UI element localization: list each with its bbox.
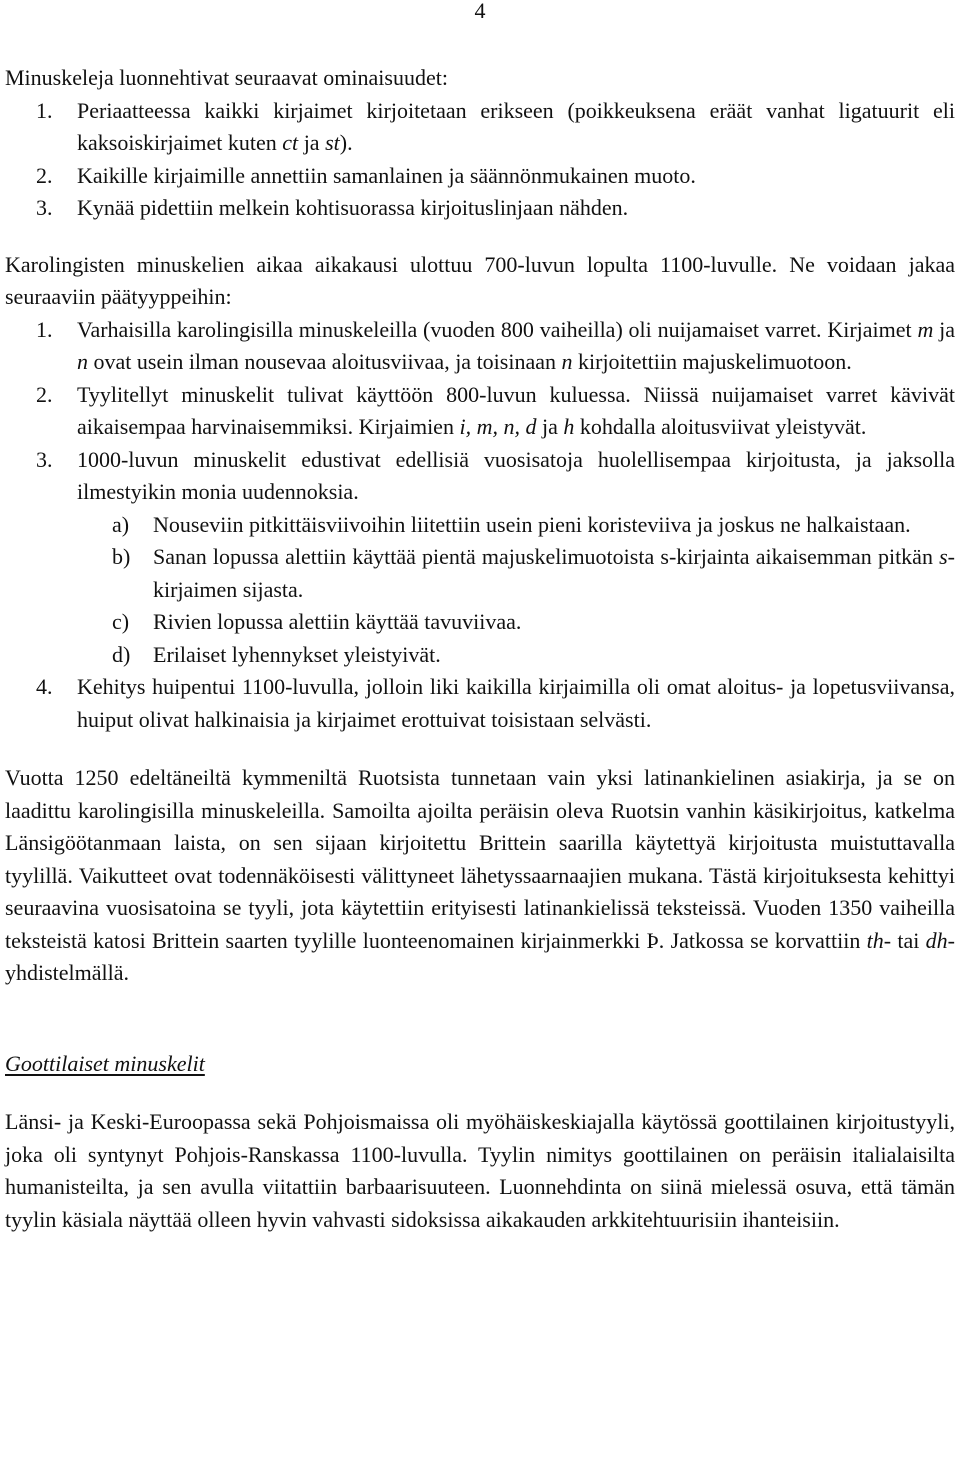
list-letter: c) [112, 609, 130, 634]
sweden-paragraph: Vuotta 1250 edeltäneiltä kymmeniltä Ruotsista tunnetaan vain yksi latinankielinen asiakirja, ja se on laadittu karolingisilla minuskeleilla. Samoilta ajoilta peräisin oleva Ruotsin vanhin käsikirjoitus, katkelma Länsigöötanmaan laista, on sen sijaan kirjoitettu Brittein saarilla käytettyä kirjoitusta muistuttavalla tyylillä. Vaikutteet ovat todennäköisesti välittyneet lähetyssaarnaajien mukana. Tästä kirjoituksesta kehittyi seuraavina vuosisatoina se tyyli, jota käytettiin erityisesti latinankielissä teksteissä. Vuoden 1350 vaiheilla teksteistä katosi Brittein saarten tyylille luonteenomainen kirjainmerkki Þ. Jatkossa se korvattiin th- tai dh-yhdistelmällä. [5, 765, 955, 985]
feature-item [5, 160, 955, 193]
list-number: 1. [36, 97, 53, 123]
italic-term: s [939, 544, 948, 569]
innovation-text: Nouseviin pitkittäisviivoihin liitettiin usein pieni koristeviiva ja joskus ne halkaistaan. [153, 511, 911, 537]
italic-term: n [561, 349, 573, 374]
list-number: 2. [36, 381, 53, 407]
italic-term: th- [866, 927, 892, 953]
list-number: 3. [36, 195, 53, 220]
italic-term: i, m, n, d [459, 414, 537, 439]
italic-term: h [563, 414, 575, 439]
carolingian-intro: Karolingisten minuskelien aikaa aikakausi ulottuu 700-luvun lopulta 1100-luvulle. Ne voidaan jakaa seuraaviin päätyyppeihin: [5, 251, 955, 309]
types-list [5, 314, 955, 737]
type-item [5, 314, 955, 379]
feature-text: Kaikille kirjaimille annettiin samanlainen ja säännönmukainen muoto. [77, 162, 696, 188]
type-text: Tyylitellyt minuskelit tulivat käyttöön 800-luvun kuluessa. Niissä nuijamaiset varret kävivät aikaisempaa harvinaisemmiksi. Kirjaimien i, m, n, d ja h kohdalla aloitusviivat yleistyvät. [77, 381, 955, 439]
feature-item [5, 95, 955, 160]
type-text: Kehitys huipentui 1100-luvulla, jolloin liki kaikilla kirjaimilla oli omat aloitus- ja lopetusviivansa, huiput olivat halkinaisia ja kirjaimet erottuivat toisistaan selvästi. [77, 674, 955, 732]
page-number: 4 [474, 0, 486, 23]
gothic-paragraph: Länsi- ja Keski-Euroopassa sekä Pohjoismaissa oli myöhäiskeskiajalla käytössä goottilainen kirjoitustyyli, joka oli syntynyt Pohjois-Ranskassa 1100-luvulla. Tyylin nimitys goottilainen on peräisin italialaisilta humanisteilta, ja sen avulla viitattiin barbaarisuuteen. Luonnehdinta on siinä mielessä osuva, että tämän tyylin käsiala näyttää olleen hyvin vahvasti sidoksissa aikakauden arkkitehtuurisiin ihanteisiin. [5, 1109, 955, 1232]
innovation-item [77, 606, 955, 639]
type-item [5, 379, 955, 444]
list-letter: d) [112, 641, 131, 667]
feature-text: Kynää pidettiin melkein kohtisuorassa kirjoituslinjaan nähden. [77, 195, 629, 220]
list-number: 3. [36, 446, 53, 472]
type-text: 1000-luvun minuskelit edustivat edellisiä vuosisatoja huolellisempaa kirjoitusta, ja jaksolla ilmestyikin monia uudennoksia. [77, 446, 955, 504]
innovation-text: Rivien lopussa alettiin käyttää tavuviivaa. [153, 609, 522, 634]
section-heading: Goottilaiset minuskelit [5, 1050, 205, 1076]
list-number: 4. [36, 674, 53, 699]
feature-text: Periaatteessa kaikki kirjaimet kirjoitetaan erikseen (poikkeuksena eräät vanhat ligatuurit eli kaksoiskirjaimet kuten ct ja st). [77, 97, 955, 155]
italic-term: ct [282, 130, 299, 155]
innovation-item [77, 541, 955, 606]
list-letter: b) [112, 544, 131, 569]
type-item [5, 444, 955, 672]
list-number: 2. [36, 162, 53, 188]
features-intro: Minuskeleja luonnehtivat seuraavat ominaisuudet: [5, 65, 448, 90]
innovation-text: Erilaiset lyhennykset yleistyivät. [153, 641, 441, 667]
list-letter: a) [112, 511, 130, 537]
italic-term: n [77, 349, 88, 374]
list-number: 1. [36, 316, 53, 342]
type-text: Varhaisilla karolingisilla minuskeleilla (vuoden 800 vaiheilla) oli nuijamaiset varret. Kirjaimet m ja n ovat usein ilman nousevaa aloitusviivaa, ja toisinaan n kirjoitettiin majuskelimuotoon. [77, 316, 955, 374]
innovation-item [77, 639, 955, 672]
innovation-text: Sanan lopussa alettiin käyttää pientä majuskelimuotoista s-kirjainta aikaisemman pitkän s-kirjaimen sijasta. [153, 544, 955, 602]
features-list [5, 95, 955, 225]
italic-term: m [917, 316, 934, 342]
feature-item [5, 192, 955, 225]
innovation-item [77, 509, 955, 542]
type-item [5, 671, 955, 736]
document-body [5, 62, 955, 1236]
innovations-list [77, 509, 955, 672]
italic-term: st [325, 130, 340, 155]
italic-term: dh [925, 927, 948, 953]
